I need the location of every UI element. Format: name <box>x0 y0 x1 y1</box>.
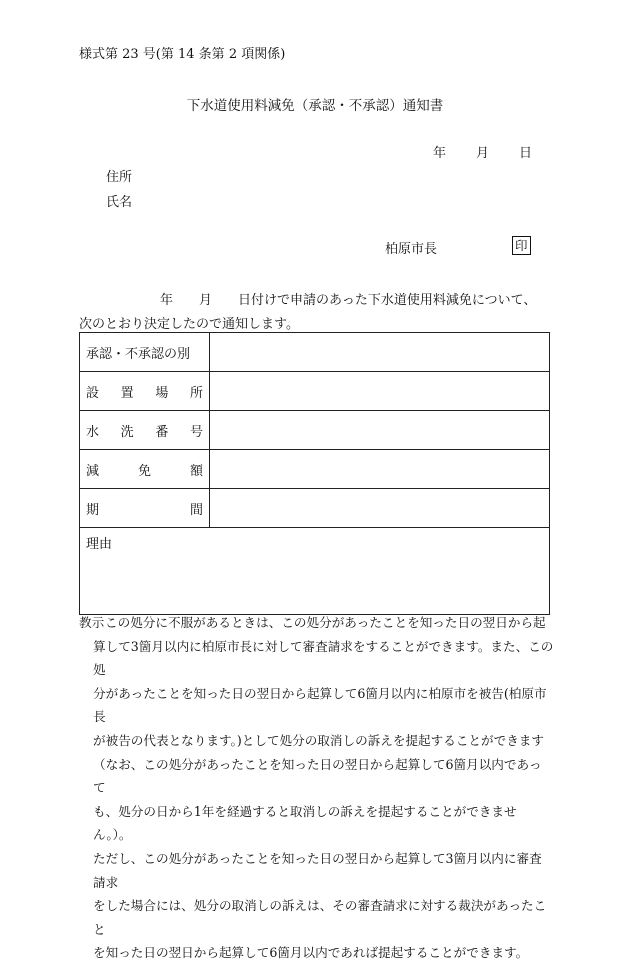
row-label-char: 額 <box>189 463 203 479</box>
row-label-char: 間 <box>189 502 203 518</box>
row-value-approval <box>210 333 550 372</box>
table-row <box>80 372 550 411</box>
intro-month: 月 <box>199 293 213 308</box>
reason-cell: 理由 <box>80 528 550 615</box>
row-value-flush-number <box>210 411 550 450</box>
row-value-reduction-amount <box>210 450 550 489</box>
document-title: 下水道使用料減免（承認・不承認）通知書 <box>186 98 444 114</box>
row-label-approval: 承認・不承認の別 <box>80 333 210 372</box>
decision-table <box>79 332 550 615</box>
recipient-address-label: 住所 <box>106 170 133 185</box>
row-label-location <box>80 372 210 411</box>
row-label-flush-number <box>80 411 210 450</box>
row-label-char: 期 <box>86 502 100 518</box>
notice-line: も、処分の日から1年を経過すると取消しの訴えを提起することができません。）。 <box>93 803 517 843</box>
intro-year: 年 <box>160 293 174 308</box>
date-line <box>433 142 532 161</box>
date-day: 日 <box>519 146 533 161</box>
recipient-name-label: 氏名 <box>106 195 133 210</box>
row-label-period <box>80 489 210 528</box>
row-label-char: 所 <box>189 385 203 401</box>
intro-line-2: 次のとおり決定したので通知します。 <box>79 317 299 332</box>
notice-line: をした場合には、処分の取消しの訴えは、その審査請求に対する裁決があったこと <box>93 898 547 937</box>
row-label-char: 免 <box>137 463 151 479</box>
notice-line: 算して3箇月以内に柏原市長に対して審査請求をすることができます。また、この処 <box>93 638 554 678</box>
date-year: 年 <box>433 146 447 161</box>
table-row <box>80 450 550 489</box>
row-label-char: 設 <box>86 385 100 401</box>
row-value-location <box>210 372 550 411</box>
date-month: 月 <box>476 146 490 161</box>
notice-heading: 教示 <box>79 615 105 630</box>
notice-line: （なお、この処分があったことを知った日の翌日から起算して6箇月以内であって <box>93 756 542 796</box>
row-label-reduction-amount <box>80 450 210 489</box>
table-row <box>80 411 550 450</box>
notice-line: を知った日の翌日から起算して6箇月以内であれば提起することができます。 <box>93 945 529 961</box>
table-row <box>80 489 550 528</box>
row-label-char: 号 <box>189 424 203 440</box>
form-number: 様式第 23 号(第 14 条第 2 項関係) <box>79 47 286 62</box>
seal-mark: 印 <box>512 236 531 255</box>
notice-line: 分があったことを知った日の翌日から起算して6箇月以内に柏原市を被告(柏原市長 <box>93 685 547 725</box>
issuer-name: 柏原市長 <box>385 242 438 257</box>
row-label-char: 置 <box>120 385 134 401</box>
intro-line-1-text: 日付けで申請のあった下水道使用料減免について、 <box>238 293 537 308</box>
intro-line-1 <box>160 289 536 308</box>
row-label-char: 洗 <box>120 424 134 440</box>
row-value-period <box>210 489 550 528</box>
table-row <box>80 333 550 372</box>
appeal-notice <box>79 611 554 965</box>
row-label-char: 場 <box>155 385 169 401</box>
notice-line: この処分に不服があるときは、この処分があったことを知った日の翌日から起 <box>105 615 546 630</box>
row-label-char: 減 <box>86 463 100 479</box>
notice-line: が被告の代表となります。)として処分の取消しの訴えを提起することができます <box>93 732 544 748</box>
notice-line: ただし、この処分があったことを知った日の翌日から起算して3箇月以内に審査請求 <box>93 850 542 890</box>
table-row <box>80 528 550 615</box>
row-label-char: 水 <box>86 424 100 440</box>
row-label-char: 番 <box>155 424 169 440</box>
